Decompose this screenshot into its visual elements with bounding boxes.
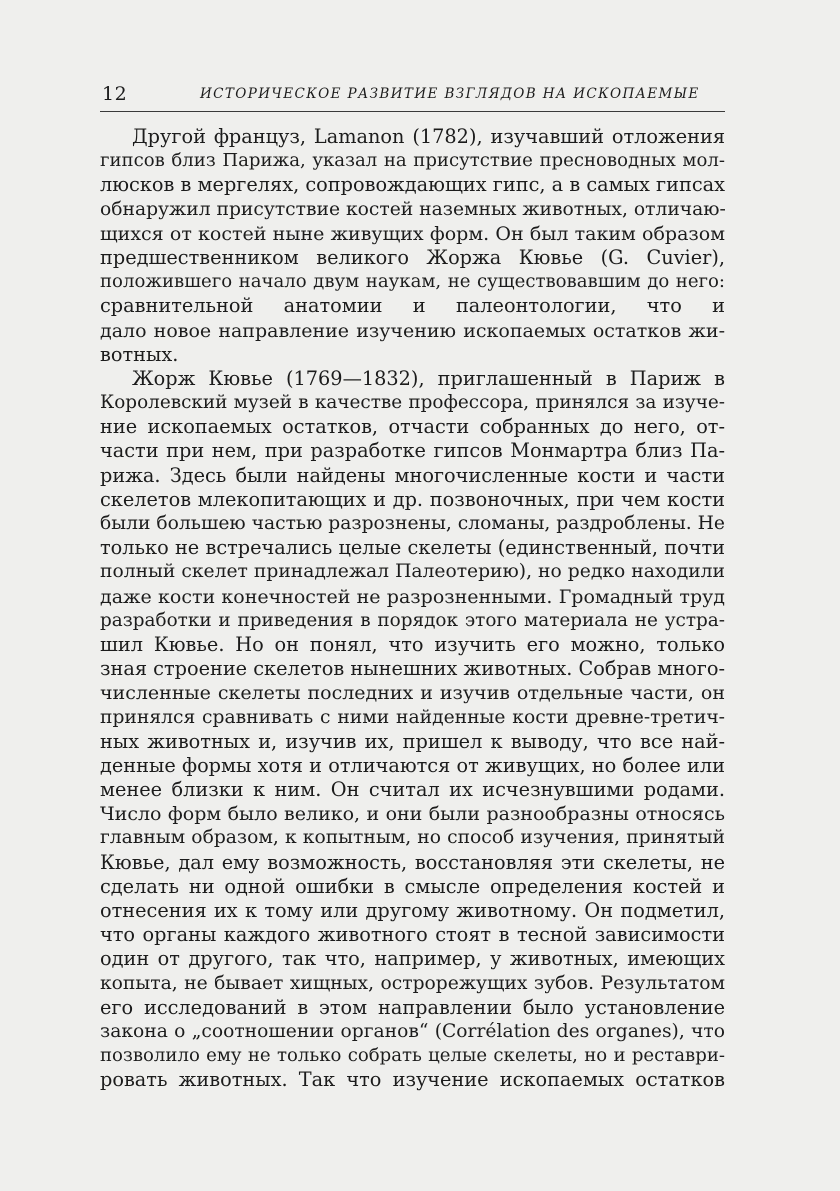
text-line: положившего начало двум наукам, не существовавшим до него: xyxy=(100,271,725,293)
text-line: что органы каждого животного стоят в тесной зависимости xyxy=(100,923,725,947)
text-line: шил Кювье. Но он понял, что изучить его можно, только xyxy=(100,632,725,656)
text-line: предшественником великого Жоржа Кювье (G. Cuvier), xyxy=(100,245,725,269)
text-line: части при нем, при разработке гипсов Монмартра близ Па- xyxy=(100,439,725,463)
text-line: копыта, не бывает хищных, острорежущих зубов. Результатом xyxy=(100,972,725,994)
text-line: Жорж Кювье (1769—1832), приглашенный в Париж в xyxy=(132,366,725,390)
text-line: менее близки к ним. Он считал их исчезнувшими родами. xyxy=(100,778,725,802)
text-line: даже кости конечностей не разрозненными. Громадный труд xyxy=(100,585,725,608)
text-line: Число форм было велико, и они были разнообразны относясь xyxy=(100,803,725,826)
text-line: вотных. xyxy=(100,342,179,366)
text-line: Другой француз, Lamanon (1782), изучавший отложения xyxy=(132,125,725,148)
text-line: обнаружил присутствие костей наземных животных, отличаю- xyxy=(100,198,726,220)
text-line: сравнительной анатомии и палеонтологии, что и xyxy=(100,294,725,318)
text-line: главным образом, к копытным, но способ изучения, принятый xyxy=(100,827,725,849)
text-line: ровать животных. Так что изучение ископаемых остатков xyxy=(100,1068,725,1092)
text-line: гипсов близ Парижа, указал на присутствие пресноводных мол- xyxy=(100,150,725,172)
text-line: численные скелеты последних и изучив отдельные части, он xyxy=(100,682,725,705)
text-line: закона о „соотношении органов“ (Corrélation des organes), что xyxy=(100,1020,725,1042)
text-line: денные формы хотя и отличаются от живущих, но более или xyxy=(100,753,725,777)
text-line: сделать ни одной ошибки в смысле определения костей и xyxy=(100,874,725,898)
text-line: его исследований в этом направлении было установление xyxy=(100,995,725,1019)
text-line: Королевский музей в качестве профессора, принялся за изуче- xyxy=(100,392,725,414)
text-line: были большею частью разрознены, сломаны, раздроблены. Не xyxy=(100,513,725,534)
paragraph-1 xyxy=(100,125,725,367)
body-text xyxy=(100,125,725,1093)
text-line: дало новое направление изучению ископаемых остатков жи- xyxy=(100,319,725,342)
text-line: разработки и приведения в порядок этого материала не устра- xyxy=(100,609,725,631)
text-line: зная строение скелетов нынешних животных. Собрав много- xyxy=(100,657,726,681)
header-rule xyxy=(100,111,725,112)
text-line: только не встречались целые скелеты (единственный, почти xyxy=(100,536,725,560)
text-line: один от другого, так что, например, у животных, имеющих xyxy=(100,947,725,971)
running-title: ИСТОРИЧЕСКОЕ РАЗВИТИЕ ВЗГЛЯДОВ НА ИСКОПАЕМЫЕ xyxy=(200,86,700,102)
text-line: принялся сравнивать с ними найденные кости древне-третич- xyxy=(100,706,725,728)
text-line: ние ископаемых остатков, отчасти собранных до него, от- xyxy=(100,415,725,439)
text-line: скелетов млекопитающих и др. позвоночных, при чем кости xyxy=(100,487,725,511)
paragraph-2 xyxy=(100,367,725,1093)
text-line: щихся от костей ныне живущих форм. Он был таким образом xyxy=(100,222,725,245)
text-line: ных животных и, изучив их, пришел к выводу, что все най- xyxy=(100,729,725,753)
page-number: 12 xyxy=(102,83,128,105)
text-line: позволило ему не только собрать целые скелеты, но и реставри- xyxy=(100,1045,725,1067)
text-line: отнесения их к тому или другому животному. Он подметил, xyxy=(100,899,725,922)
text-line: рижа. Здесь были найдены многочисленные кости и части xyxy=(100,463,725,487)
page-header xyxy=(100,80,725,110)
text-line: люсков в мергелях, сопровождающих гипс, а в самых гипсах xyxy=(100,173,725,197)
text-line: полный скелет принадлежал Палеотерию), но редко находили xyxy=(100,561,725,583)
text-line: Кювье, дал ему возможность, восстановляя эти скелеты, не xyxy=(100,850,725,874)
